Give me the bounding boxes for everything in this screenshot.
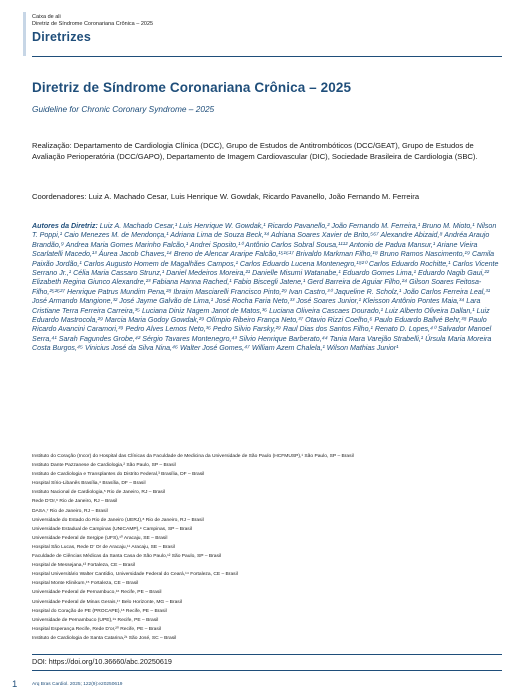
institution-item: Instituto Nacional de Cardiologia,⁵ Rio de Janeiro, RJ – Brasil <box>32 490 166 496</box>
institution-item: Instituto Dante Pazzanese de Cardiologia,² São Paulo, SP – Brasil <box>32 463 176 469</box>
doi-rule-bottom <box>32 670 502 671</box>
institution-item: Instituto de Cardiologia de Santa Catarina,²¹ São José, SC – Brasil <box>32 635 177 641</box>
authors-paragraph <box>32 222 502 354</box>
institution-item: Universidade Federal de Sergipe (UFS),¹⁰ Aracaju, SE – Brasil <box>32 535 168 541</box>
page-header <box>32 14 502 44</box>
institution-item: Hospital Sírio-Libanês Brasília,⁴ Brasília, DF – Brasil <box>32 481 146 487</box>
institution-item: Instituto do Coração (Incor) do Hospital das Clínicas da Faculdade de Medicina da Universidade de São Paulo (HCFMUSP),¹ São Paulo, SP – Brasil <box>32 454 354 459</box>
institution-item: Hospital de Messejana,¹³ Fortaleza, CE – Brasil <box>32 563 136 569</box>
header-section-title: Diretrizes <box>32 30 91 44</box>
institutions-list <box>32 452 502 643</box>
institution-item: Universidade de Pernambuco (UPE),¹⁹ Recife, PE – Brasil <box>32 617 159 623</box>
institution-item: Hospital Universitário Walter Cantídio, Universidade Federal do Ceará,¹⁴ Fortaleza, CE – Brasil <box>32 572 238 578</box>
realizacao-paragraph: Realização: Departamento de Cardiologia Clínica (DCC), Grupo de Estudos de Antitrombóticos (DCC/GEAT), Grupo de Estudos de Avaliação Perioperatória (DCC/GAPO), Departamento de Imagem Cardiovascular (DIC), Sociedade Brasileira de Cardiologia (SBC). <box>32 141 478 161</box>
institution-item: Hospital São Lucas, Rede D' Or de Aracaju,¹¹ Aracaju, SE – Brasil <box>32 544 175 550</box>
coordinators-paragraph: Coordenadores: Luiz A. Machado Cesar, Luis Henrique W. Gowdak, Ricardo Pavanello, João Fernando M. Ferreira <box>32 192 420 201</box>
side-accent-bar <box>23 12 26 56</box>
doi-link[interactable]: DOI: https://doi.org/10.36660/abc.20250619 <box>32 657 172 666</box>
institution-item: Hospital Esperança Recife, Rede D'or,²⁰ Recife, PE – Brasil <box>32 626 162 632</box>
footer-citation: Arq Bras Cardiol. 2025; 122(9):e20250619 <box>32 682 123 687</box>
institution-item: Hospital do Coração de PE (PROCAPE),¹⁸ Recife, PE – Brasil <box>32 608 167 614</box>
institution-item: Universidade Federal de Pernambuco,¹⁶ Recife, PE – Brasil <box>32 590 162 596</box>
institution-item: Universidade Estadual de Campinas (UNICAMP),⁹ Campinas, SP – Brasil <box>32 526 192 532</box>
institution-item: DASA,⁷ Rio de Janeiro, RJ – Brasil <box>32 508 108 514</box>
authors-list: Luiz A. Machado Cesar,¹ Luis Henrique W. Gowdak,¹ Ricardo Pavanello,² João Fernando M. Ferreira,¹ Bruno M. Mioto,¹ Nilson T. Poppi,¹ Caio Menezes M. de Mendonça,¹ Adriana Lima de Souza Beck,³⁴ Adriana Soares Xavier de Brito,⁵⁶⁷ Alexandre Abizaid,⁸ Andréa Araujo Brandão,⁹ Andrea Maria Gomes Marinho Falcão,¹ Andrei Sposito,¹⁰ Antônio Carlos Sobral Sousa,¹¹¹² Antonio de Padua Mansur,¹ Ariane Vieira Scarlatelli Macedo,¹³ Áurea Jacob Chaves,¹⁴ Breno de Alencar Araripe Falcão,¹⁵¹⁶¹⁷ Brivaldo Markman Filho,¹⁸ Bruno Ramos Nascimento,¹⁹ Camila Paixão Jordão,¹ Carlos Augusto Homem de Magalhães Campos,¹ Carlos Eduardo Lucena Montenegro,¹⁸²⁰ Carlos Eduardo Rochitte,¹ Carlos Vicente Serrano Jr.,¹ Célia Maria Cassaro Strunz,¹ Daniel Medeiros Moreira,²¹ Danielle Misumi Watanabe,¹ Eduardo Gomes Lima,¹ Eduardo Nagib Gaui,²² Elizabeth Regina Giunco Alexandre,²³ Fabiana Hanna Rached,¹ Fabio Biscegli Jatene,¹ Gerd Barreira de Aguiar Filho,²⁴ Gilson Soares Feitosa-Filho,²⁵²⁶²⁷ Henrique Patrus Mundim Pena,²⁸ Ibraim Masciarelli Francisco Pinto,²⁹ Ivan Castro,³⁰ Jaqueline R. Scholz,¹ João Carlos Ferreira Leal,³¹ José Armando Mangione,³² José Jayme Galvão de Lima,¹ José Rocha Faria Neto,³³ José Soares Junior,¹ Kleisson Antônio Pontes Maia,³⁴ Lara Cristiane Terra Ferreira Carreira,³⁵ Luciana Diniz Nagem Janot de Matos,³⁶ Luciana Oliveira Cascaes Dourado,¹ Luiz Alberto Oliveira Dallan,¹ Luiz Eduardo Mastrocola,²⁹ Marcia Maria Godoy Gowdak,²⁹ Olímpio Ribeiro França Neto,³⁷ Otavio Rizzi Coelho,⁶ Paulo Eduardo Ballvé Behr,³⁸ Paulo Ricardo Avancini Caramori,³⁹ Pedro Alves Lemos Neto,³⁶ Pedro Silvio Farsky,²⁹ Raul Dias dos Santos Filho,¹ Renato D. Lopes,⁴⁰ Salvador Manoel Serra,⁴¹ Sarah Fagundes Grobe,⁴² Sérgio Tavares Montenegro,⁴³ Silvio Henrique Barberato,⁴⁴ Tania Mara Varejão Strabelli,¹ Úrsula Maria Moreira Costa Burgos,⁴⁵ Vinicius José da Silva Nina,⁴⁶ Walter José Gomes,⁴⁷ William Azem Chalela,¹ Wilson Mathias Junior¹ <box>32 222 499 353</box>
header-line-1: Caixa de ali <box>32 14 61 20</box>
institution-item: Universidade do Estado do Rio de Janeiro (UERJ),⁸ Rio de Janeiro, RJ – Brasil <box>32 517 204 523</box>
page-title: Diretriz de Síndrome Coronariana Crônica – 2025 <box>32 80 352 95</box>
page-subtitle: Guideline for Chronic Coronary Syndrome – 2025 <box>32 104 215 114</box>
institution-item: Universidade Federal de Minas Gerais,¹⁷ Belo Horizonte, MG – Brasil <box>32 599 182 605</box>
institution-item: Hospital Monte Klinikum,¹⁵ Fortaleza, CE – Brasil <box>32 581 139 587</box>
header-rule <box>32 56 502 57</box>
institution-item: Faculdade de Ciências Médicas da Santa Casa de São Paulo,¹² São Paulo, SP – Brasil <box>32 554 222 560</box>
doi-rule-top <box>32 654 502 655</box>
institution-item: Rede D'Or,⁶ Rio de Janeiro, RJ – Brasil <box>32 499 118 505</box>
institution-item: Instituto de Cardiologia e Transplantes do Distrito Federal,³ Brasília, DF – Brasil <box>32 472 205 478</box>
page-number: 1 <box>12 679 18 690</box>
authors-label: Autores da Diretriz: <box>32 222 98 230</box>
header-line-2: Diretriz de Síndrome Coronariana Crônica – 2025 <box>32 21 154 27</box>
